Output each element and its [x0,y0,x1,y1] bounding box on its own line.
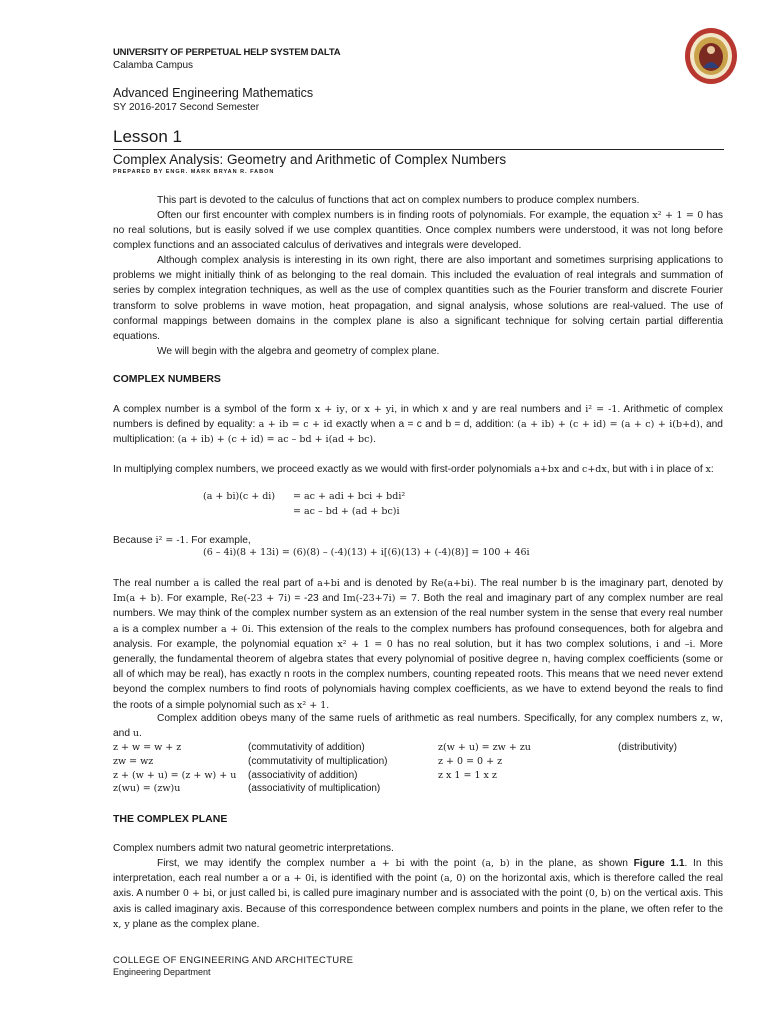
prepared-by: PREPARED BY ENGR. MARK BRYAN R. FABON [113,169,275,175]
intro-paragraph-2: Often our first encounter with complex numbers is in finding roots of polynomials. For example, the equation x² + 1 = 0 has no real solutions, but is easily solved if we use complex quantities. Once complex numbers were understood, it was not long before complex functions and an associated calculus of derivatives and integrals were developed. [113,210,723,252]
property-label: (associativity of multiplication) [248,783,381,795]
example-equation: (6 – 4i)(8 + 13i) = (6)(8) – (-4)(13) + i[(6)(13) + (-4)(8)] = 100 + 46i [203,547,530,558]
real-part-paragraph: The real number a is called the real part of a+bi and is denoted by Re(a+bi). The real number b is the imaginary part, denoted by Im(a + b). For example, Re(-23 + 7i) = -23 and Im(-23+7i) = 7. Both the real and imaginary part of any complex number are real numbers. We may think of the complex number system as an extension of the real number system in the sense that every real number a is a complex number a + 0i. This extension of the reals to the complex numbers has profound consequences, both for algebra and analysis. For example, the polynomial equation x² + 1 = 0 has no real solution, but it has two complex solutions, i and –i. More generally, the fundamental theorem of algebra states that every polynomial of positive degree n, having complex coefficients (some or all of which may be real), has exactly n roots in the complex numbers, counting repeated roots. This means that we need never extend beyond the complex numbers to find roots of polynomials having complex coefficients, as we have to extend beyond the reals to find the roots of a simple polynomial such as x² + 1. [113,578,724,711]
intro-paragraph-4: We will begin with the algebra and geometry of complex plane. [157,346,440,357]
complex-plane-paragraph-1: Complex numbers admit two natural geometric interpretations. [113,843,394,854]
addition-paragraph: Complex addition obeys many of the same ruels of arithmetic as real numbers. Specifically, for any complex numbers z, w, and u. [113,713,723,740]
property-label: (distributivity) [618,742,677,753]
footer-department: Engineering Department [113,967,211,977]
intro-paragraph-3: Although complex analysis is interesting in its own right, there are also important and sometimes surprising applications to problems we might initially think of as belonging to the real domain. This included the evaluation of real integrals and summation of series by complex integration techniques, as well as the use of complex quantities such as the Fourier transform and discrete Fourier transform to solve problems in wave motion, heat propagation, and signal analysis, whose solutions are real-valued. The use of conformal mappings between domains in the complex plane is also a significant technique for solving certain partial differentia equations. [113,255,723,343]
lesson-subtitle: Complex Analysis: Geometry and Arithmetic of Complex Numbers [113,152,507,167]
property-label: (commutativity of multiplication) [248,755,388,767]
property-formula: z(w + u) = zw + zu [438,742,531,753]
equation-1-lhs: (a + bi)(c + di) [203,491,276,502]
property-formula: z + 0 = 0 + z [438,755,503,767]
multiplication-paragraph: In multiplying complex numbers, we proceed exactly as we would with first-order polynomials a+bx and c+dx, but with i in place of x: [113,464,714,475]
property-formula: z(wu) = (zw)u [113,783,181,795]
properties-right-formulas [438,741,531,782]
property-formula: z + w = w + z [113,742,182,753]
properties-left-formulas [113,741,236,796]
because-line: Because i² = -1. For example, [113,535,251,546]
section-heading-complex-numbers: COMPLEX NUMBERS [113,373,221,385]
campus-name: Calamba Campus [113,60,194,71]
property-formula: z + (w + u) = (z + w) + u [113,769,237,781]
semester-label: SY 2016-2017 Second Semester [113,102,260,113]
university-name: UNIVERSITY OF PERPETUAL HELP SYSTEM DALTA [113,47,341,58]
property-label: (commutativity of addition) [248,742,365,753]
university-seal-icon [683,26,739,86]
figure-reference: Figure 1.1 [633,858,685,869]
property-formula: zw = wz [113,755,154,767]
equation-1-rhs: = ac + adi + bci + bdi² [293,491,406,502]
definition-paragraph: A complex number is a symbol of the form x + iy, or x + yi, in which x and y are real numbers and i² = -1. Arithmetic of complex numbers is defined by equality: a + ib = c + id exactly when a = c and b = d, addition: (a + ib) + (c + id) = (a + c) + i(b+d), and multiplication: (a + ib) + (c + id) = ac – bd + i(ad + bc). [113,404,723,446]
complex-plane-paragraph-2: First, we may identify the complex number a + bi with the point (a, b) in the plane, as shown Figure 1.1. In this interpretation, each real number a or a + 0i, is identified with the point (a, 0) on the horizontal axis, which is therefore called the real axis. A number 0 + bi, or just called bi, is called pure imaginary number and is associated with the point (0, b) on the vertical axis. This axis is called imaginary axis. Because of this correspondence between complex numbers and points in the plane, we often refer to the x, y plane as the complex plane. [113,858,723,930]
properties-left-labels [248,741,387,796]
equation-2-rhs: = ac – bd + (ad + bc)i [293,506,400,517]
intro-paragraph-1: This part is devoted to the calculus of functions that act on complex numbers to produce complex numbers. [157,195,640,206]
properties-right-labels [618,741,677,755]
course-title: Advanced Engineering Mathematics [113,86,314,100]
property-label: (associativity of addition) [248,769,358,781]
lesson-title: Lesson 1 [113,127,182,146]
footer-college: COLLEGE OF ENGINEERING AND ARCHITECTURE [113,955,354,966]
title-divider [113,149,724,150]
section-heading-complex-plane: THE COMPLEX PLANE [113,813,228,825]
property-formula: z x 1 = 1 x z [438,769,497,781]
